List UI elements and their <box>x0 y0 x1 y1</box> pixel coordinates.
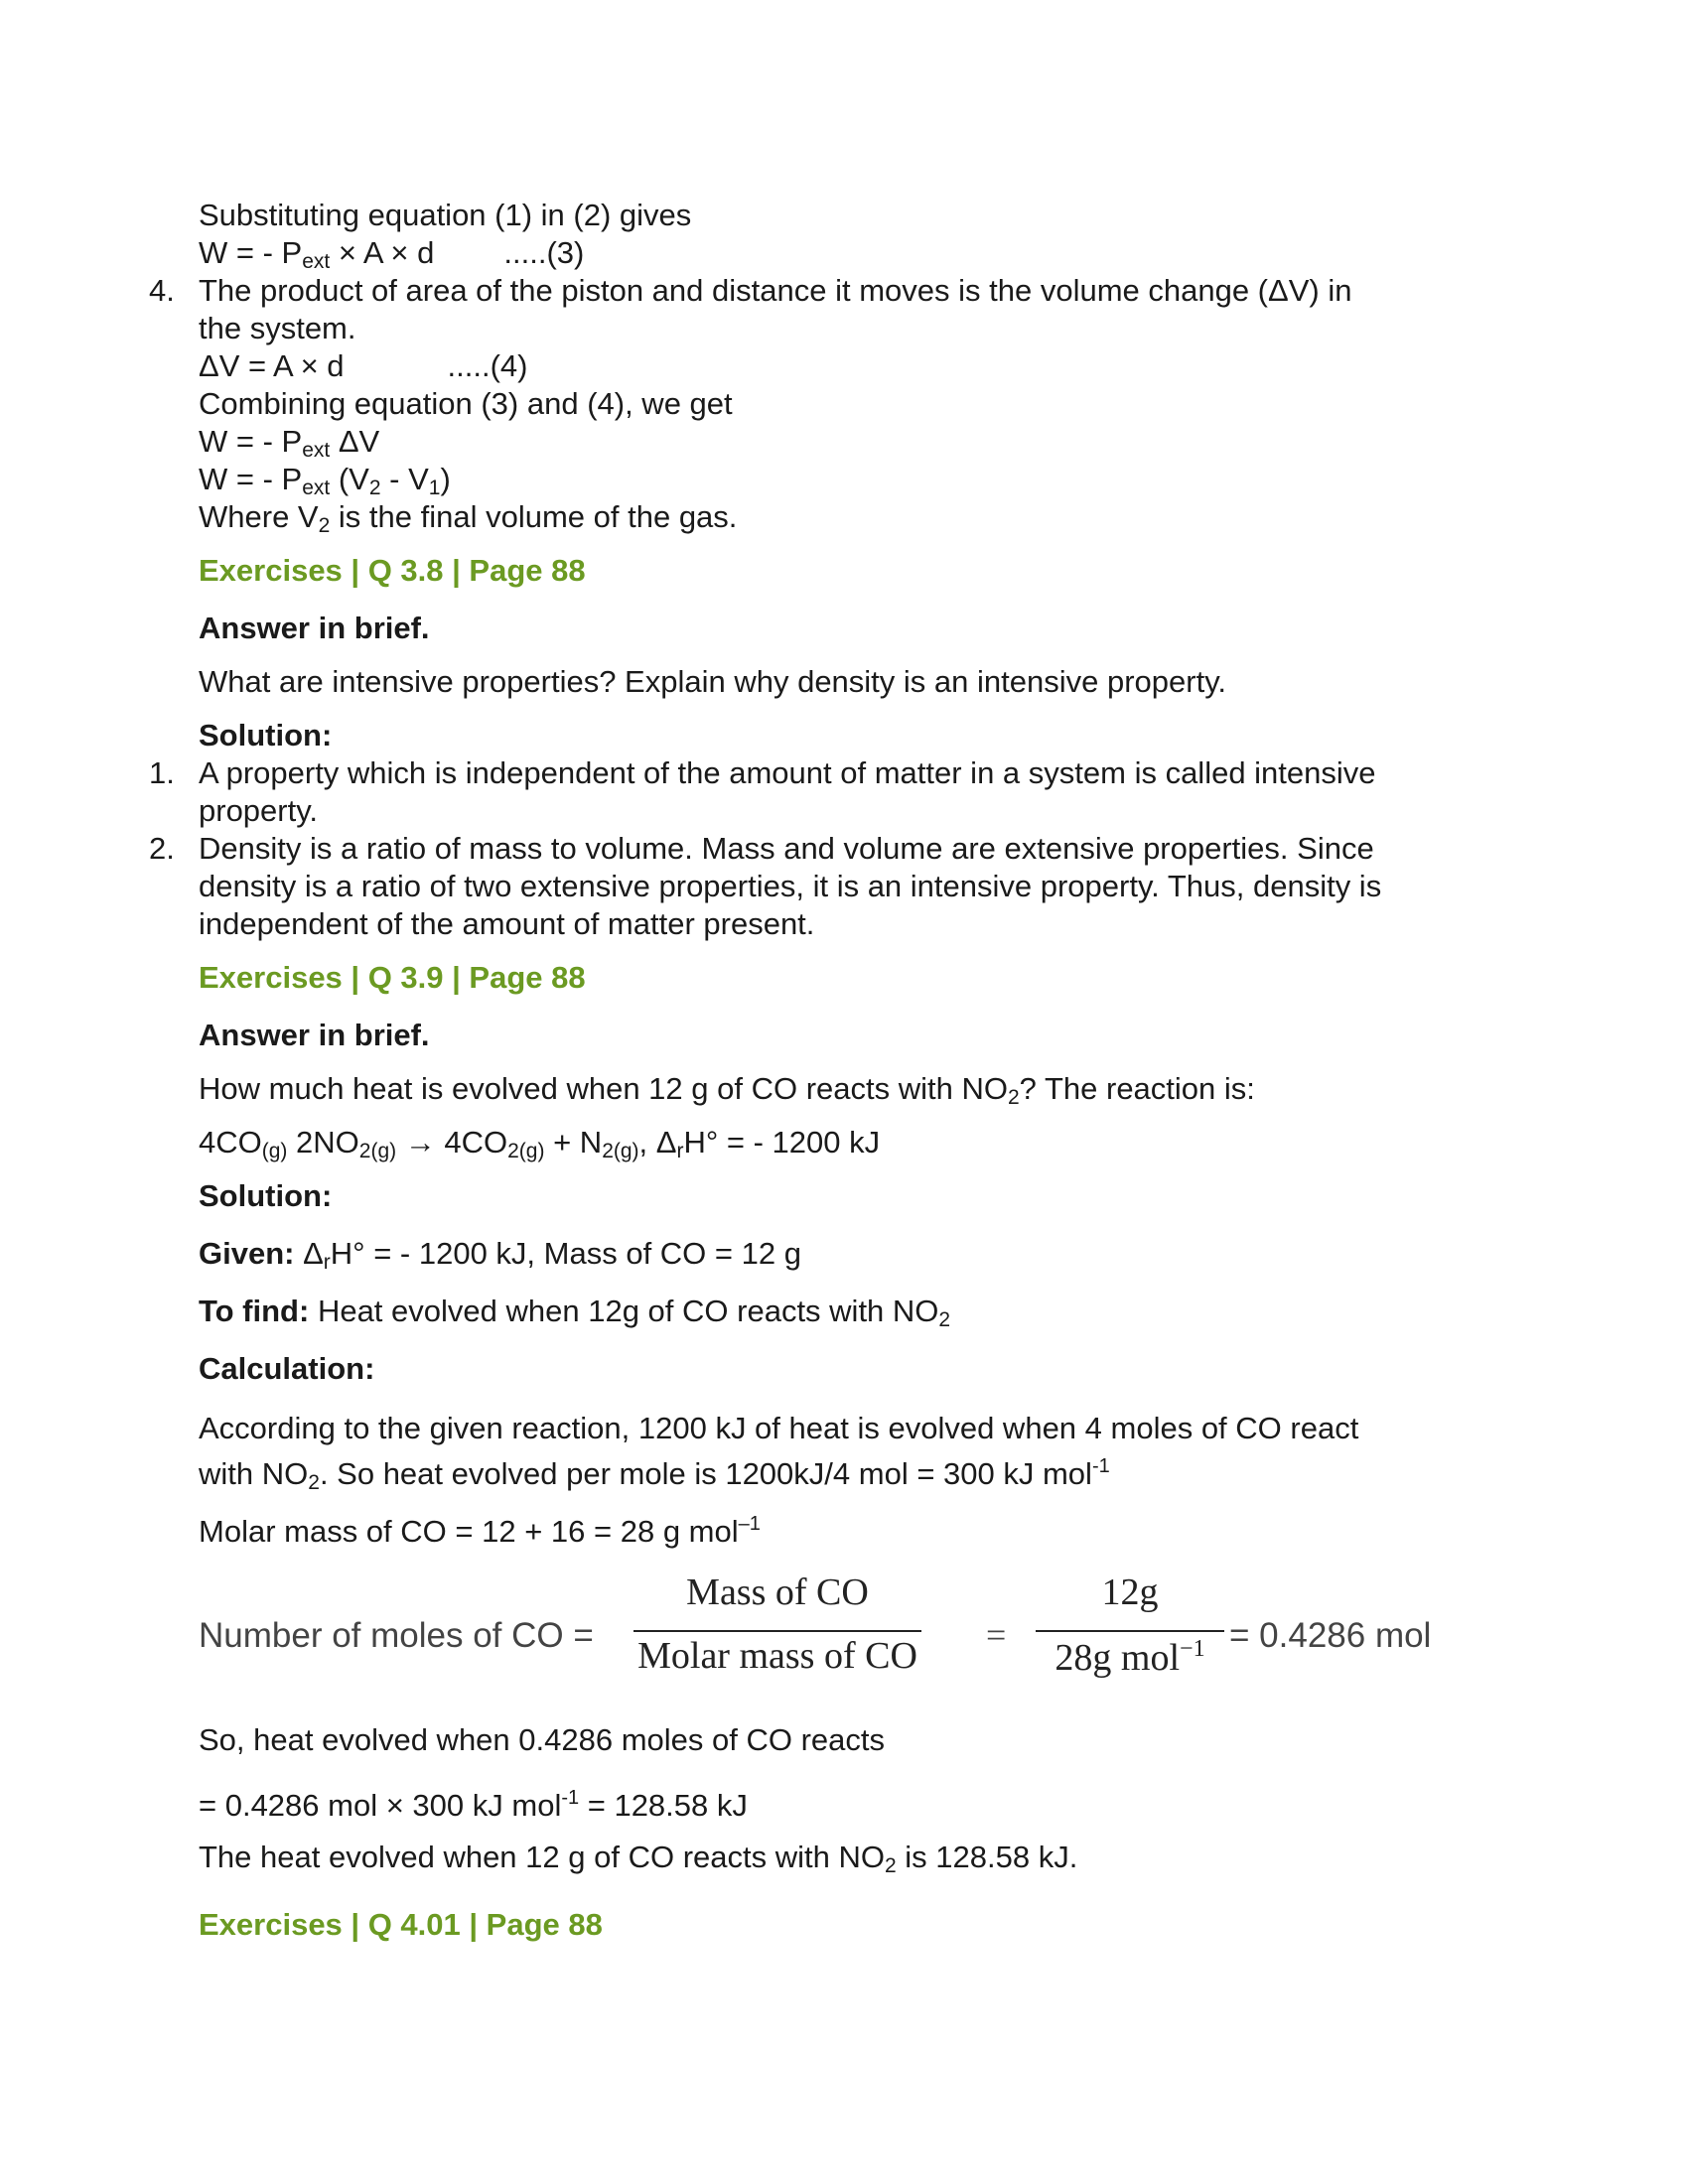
text-line: = 0.4286 mol × 300 kJ mol$^{-1}$ = 128.58 kJ <box>199 1787 748 1823</box>
equation-result: = 0.4286 mol <box>1229 1616 1432 1655</box>
text-line: Combining equation (3) and (4), we get <box>199 386 733 421</box>
given-line: Given: $\Delta_rH^\circ$ = - 1200 kJ, Mass of CO = 12 g <box>199 1236 801 1274</box>
reaction-equation: $4CO_{(g)}$ $2NO_{2(g)} \to 4CO_{2(g)} + N_{2(g)}$, $\Delta_rH^\circ$ = - 1200 kJ <box>199 1125 881 1162</box>
calculation-label: Calculation: <box>199 1351 375 1386</box>
text-line: So, heat evolved when 0.4286 moles of CO reacts <box>199 1722 886 1757</box>
list-number: 2. <box>149 831 175 866</box>
exercise-header-q3-9[interactable]: Exercises | Q 3.9 | Page 88 <box>199 960 586 995</box>
to-find-line: To find: Heat evolved when 12g of CO reacts with $NO_2$ <box>199 1294 951 1331</box>
text-line: The product of area of the piston and distance it moves is the volume change (ΔV) in <box>199 273 1352 308</box>
fraction-bar <box>1036 1630 1224 1632</box>
moles-equation <box>199 1570 1489 1709</box>
text-line: Molar mass of CO = 12 + 16 = 28 g mol$^{-1}$ <box>199 1513 761 1549</box>
fraction-numerator: Mass of CO <box>686 1571 869 1613</box>
text-line: According to the given reaction, 1200 kJ of heat is evolved when 4 moles of CO react <box>199 1411 1359 1445</box>
equation-label: Number of moles of CO = <box>199 1616 594 1655</box>
list-number: 4. <box>149 273 175 308</box>
equation-line: W = - $P_{ext} \times A \times d$ .....(3) <box>199 235 585 273</box>
text-line: density is a ratio of two extensive properties, it is an intensive property. Thus, density is <box>199 869 1382 903</box>
instruction-label: Answer in brief. <box>199 611 430 645</box>
fraction-bar <box>633 1630 921 1632</box>
instruction-label: Answer in brief. <box>199 1018 430 1052</box>
solution-label: Solution: <box>199 718 333 752</box>
text-line: Substituting equation (1) in (2) gives <box>199 198 692 232</box>
text-line: the system. <box>199 311 356 345</box>
solution-label: Solution: <box>199 1178 333 1213</box>
exercise-header-q4-01[interactable]: Exercises | Q 4.01 | Page 88 <box>199 1907 603 1942</box>
fraction-denominator: Molar mass of CO <box>637 1635 917 1677</box>
text-line: with $NO_2$. So heat evolved per mole is 1200kJ/4 mol = 300 kJ mol$^{-1}$ <box>199 1455 1110 1494</box>
text-line: Density is a ratio of mass to volume. Mass and volume are extensive properties. Since <box>199 831 1374 866</box>
exercise-header-q3-8[interactable]: Exercises | Q 3.8 | Page 88 <box>199 553 586 588</box>
text-line: Where $V_2$ is the final volume of the gas. <box>199 499 738 537</box>
question-text: What are intensive properties? Explain why density is an intensive property. <box>199 664 1227 699</box>
text-line: independent of the amount of matter present. <box>199 906 815 941</box>
equation-line: ΔV = A × d .....(4) <box>199 348 528 383</box>
fraction-denominator: 28g mol$^{-1}$ <box>1055 1636 1205 1679</box>
text-line: The heat evolved when 12 g of CO reacts with $NO_2$ is 128.58 kJ. <box>199 1840 1078 1877</box>
equation-line: W = - $P_{ext}$ ΔV <box>199 424 380 462</box>
equals-sign: = <box>986 1615 1007 1655</box>
fraction-numerator: 12g <box>1101 1571 1159 1613</box>
text-line: A property which is independent of the amount of matter in a system is called intensive <box>199 755 1376 790</box>
list-number: 1. <box>149 755 175 790</box>
text-line: property. <box>199 793 319 828</box>
equation-line: W = - $P_{ext}$ $(V_2 - V_1)$ <box>199 462 451 499</box>
question-text: How much heat is evolved when 12 g of CO reacts with $NO_2$? The reaction is: <box>199 1071 1255 1109</box>
